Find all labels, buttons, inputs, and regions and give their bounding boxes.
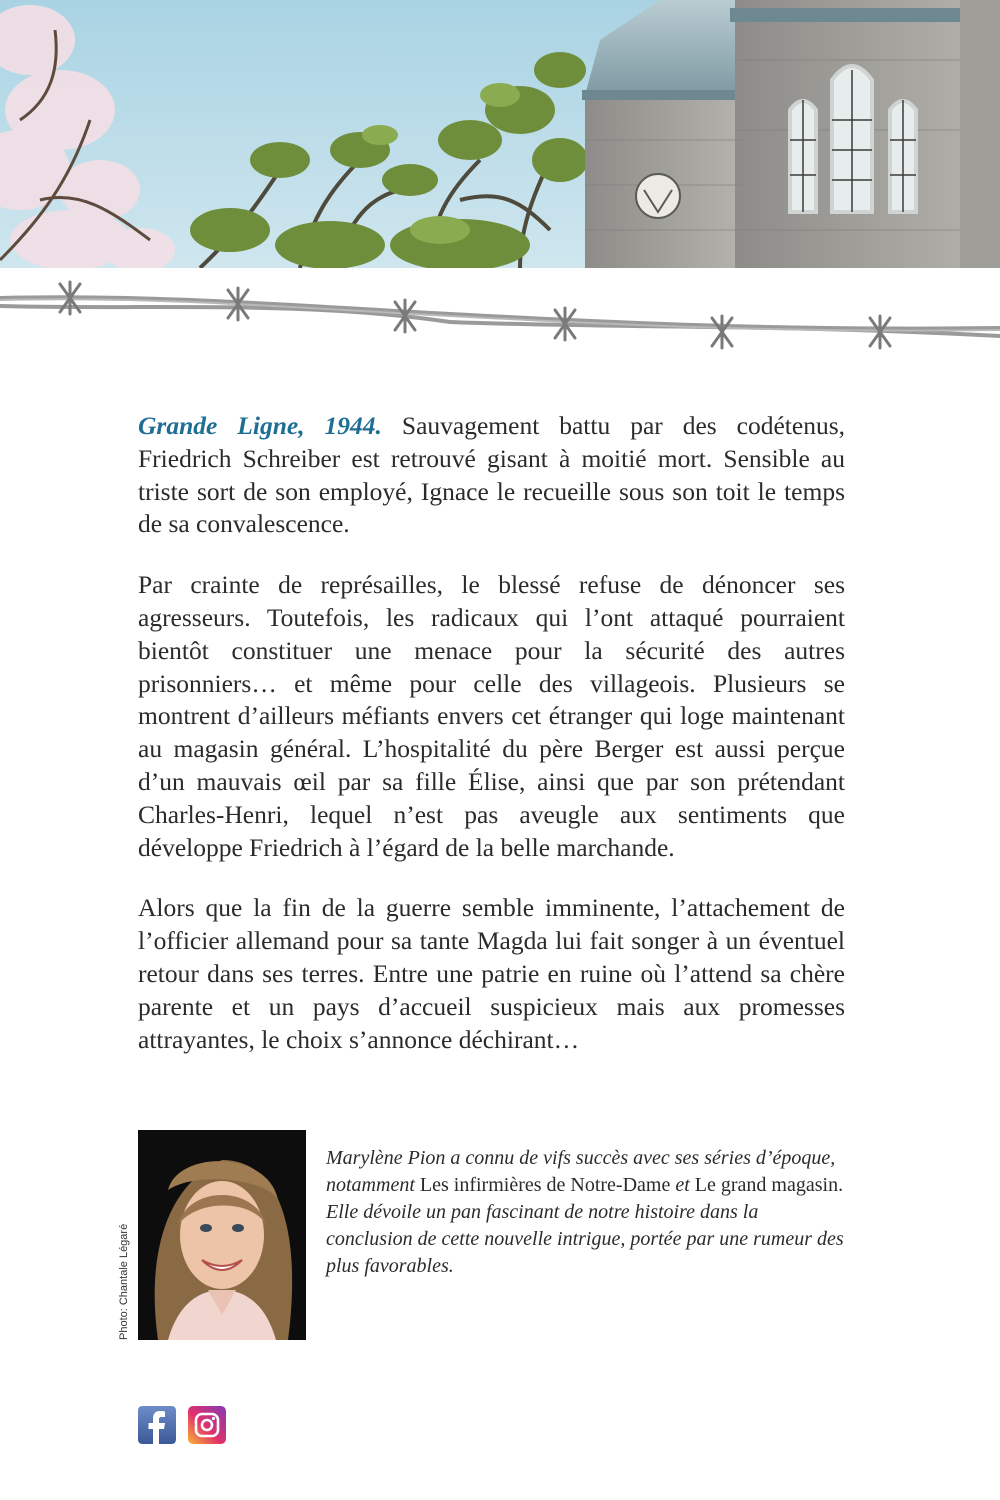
author-bio-part-1: Marylène Pion a connu de vifs succès avec ses séries d’époque, notamment bbox=[326, 1147, 836, 1196]
blurb-paragraph-1 bbox=[138, 410, 845, 541]
facebook-icon[interactable] bbox=[138, 1406, 176, 1444]
blurb-paragraph-2: Par crainte de représailles, le blessé refuse de dénoncer ses agresseurs. Toutefois, les radicaux qui l’ont attaqué pourraient bientôt constituer une menace pour la sécurité des autres prisonniers… et même pour celle des villageois. Plusieurs se montrent d’ailleurs méfiants envers cet étranger qui loge maintenant au magasin général. L’hospitalité du père Berger est aussi perçue d’un mauvais œil par sa fille Élise, ainsi que par son prétendant Charles-Henri, lequel n’est pas aveugle aux sentiments que développe Friedrich à l’égard de la belle marchande. bbox=[138, 570, 845, 862]
header-illustration bbox=[0, 0, 1000, 268]
instagram-icon[interactable] bbox=[188, 1406, 226, 1444]
church-building bbox=[582, 0, 1000, 268]
place-date: Grande Ligne, 1944. bbox=[138, 411, 382, 440]
blurb-paragraph-1-text: Sauvagement battu par des codétenus, Friedrich Schreiber est retrouvé gisant à moitié mort. Sensible au triste sort de son employé, Ignace le recueille sous son toit le temps de sa convalescence. bbox=[138, 411, 846, 539]
back-cover-blurb bbox=[138, 410, 845, 1084]
author-photo bbox=[138, 1130, 306, 1340]
author-bio-part-3: Elle dévoile un pan fascinant de notre histoire dans la conclusion de cette nouvelle intrigue, portée par une rumeur des plus favorables. bbox=[326, 1201, 844, 1277]
social-links bbox=[138, 1406, 226, 1444]
book-title-2: Le grand magasin. bbox=[694, 1174, 844, 1196]
author-bio bbox=[326, 1145, 846, 1280]
author-bio-part-2: et bbox=[675, 1174, 690, 1196]
blurb-paragraph-3: Alors que la fin de la guerre semble imminente, l’attachement de l’officier allemand pour sa tante Magda lui fait songer à un éventuel retour dans ses terres. Entre une patrie en ruine où l’attend sa chère parente et un pays d’accueil suspicieux mais aux promesses attrayantes, le choix s’annonce déchirant… bbox=[138, 893, 845, 1054]
barbed-wire-divider bbox=[0, 276, 1000, 376]
book-title-1: Les infirmières de Notre-Dame bbox=[419, 1174, 671, 1196]
photo-credit: Photo: Chantale Légaré bbox=[118, 1223, 130, 1340]
